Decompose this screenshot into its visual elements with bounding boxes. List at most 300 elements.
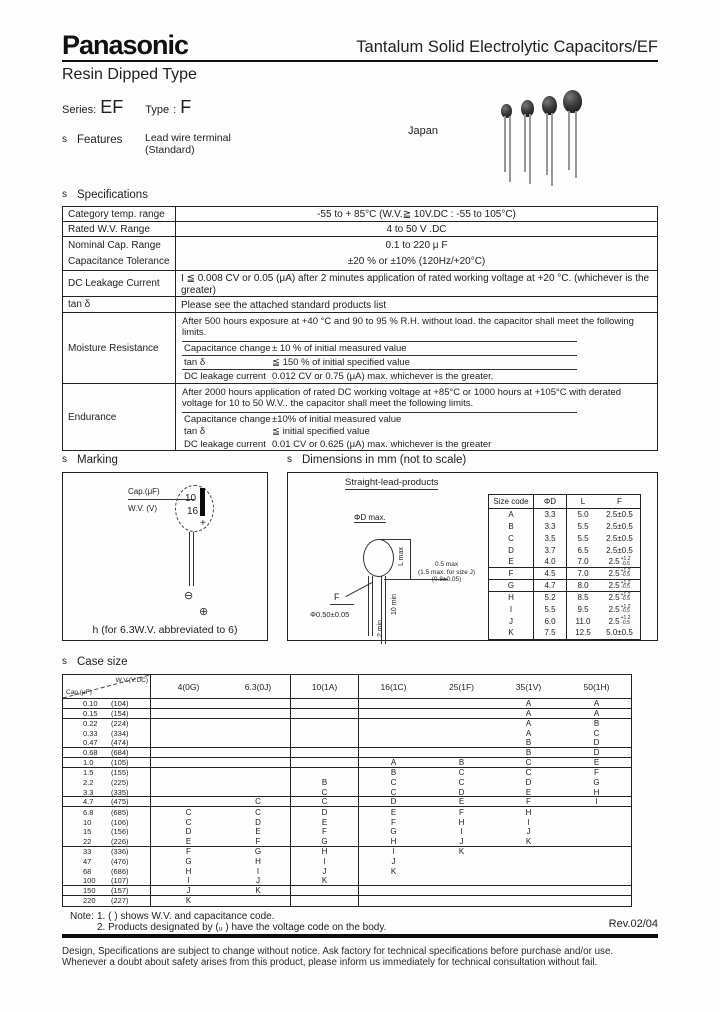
dim-table-cell: I	[489, 603, 534, 615]
spec-label: Nominal Cap. Range	[68, 239, 161, 251]
case-size-cell	[151, 699, 226, 708]
seat-note-line3: (0.8±0.05)	[431, 576, 462, 583]
case-size-cell	[359, 729, 428, 739]
case-size-cell: C	[525, 757, 532, 767]
case-cap-cell	[63, 807, 151, 817]
dim-table-row	[489, 603, 640, 615]
case-table-row	[63, 857, 631, 867]
dim-value: 2.5	[608, 616, 620, 626]
case-size-cell: C	[525, 768, 532, 778]
case-size-cell	[226, 768, 291, 778]
endurance-intro: After 2000 hours application of rated DC working voltage at +85°C or 1000 hours at +105°C with derated voltage for 10 to 50 W.V.. the capacitor shall meet the following limits.	[182, 387, 622, 409]
case-size-cell: H	[226, 857, 291, 867]
capacitor-body-drawing	[363, 539, 394, 577]
spec-subvalue: ±10% of initial measured value	[272, 413, 402, 425]
dim-table-cell: 2.5±0.5	[606, 545, 633, 555]
features-heading-label: Features	[77, 134, 123, 146]
header-divider	[62, 60, 658, 62]
plus-mark: +	[200, 518, 206, 529]
cap-value: 0.10	[83, 698, 98, 708]
spec-value: -55 to + 85°C (W.V.≧ 10V.DC : -55 to 105°C)	[317, 208, 516, 220]
case-size-cell	[495, 886, 562, 895]
case-size-cell	[359, 719, 428, 729]
case-cap-cell	[63, 827, 151, 837]
case-table-row	[63, 778, 631, 788]
case-size-cell: H	[185, 866, 192, 876]
dim-table-row	[489, 592, 640, 604]
country-label: Japan	[408, 125, 438, 137]
marking-heading-label: Marking	[77, 454, 118, 466]
case-size-cell: D	[185, 827, 192, 837]
case-size-cell	[428, 896, 495, 906]
spec-label: Moisture Resistance	[63, 313, 176, 383]
case-size-cell	[428, 748, 495, 757]
section-bullet: s	[62, 454, 67, 465]
cap-code: (155)	[111, 768, 129, 778]
case-cap-cell	[63, 778, 151, 788]
case-table-row	[63, 886, 631, 896]
case-size-cell	[428, 699, 495, 708]
case-size-cell	[151, 738, 226, 747]
case-size-cell: E	[291, 817, 359, 827]
case-table-row	[63, 729, 631, 739]
panasonic-logo: Panasonic	[62, 30, 189, 60]
case-size-cell	[151, 709, 226, 718]
dim-table-cell: 8.5	[577, 592, 589, 602]
case-size-cell	[151, 797, 226, 806]
spec-label: Category temp. range	[63, 207, 176, 221]
case-size-cell: F	[186, 847, 191, 857]
case-cap-cell	[63, 866, 151, 876]
spec-value: ±20 % or ±10% (120Hz/+20°C)	[347, 256, 486, 268]
spec-label: DC Leakage Current	[63, 271, 176, 296]
moisture-intro: After 500 hours exposure at +40 °C and 90 to 95 % R.H. without load. the capacitor shall meet the following limits.	[182, 316, 634, 338]
case-size-cell	[562, 857, 631, 867]
case-size-cell	[226, 719, 291, 729]
series-label: Series:	[62, 104, 97, 116]
case-size-cell: F	[391, 817, 396, 827]
case-size-cell: A	[390, 757, 397, 767]
dim-value: 2.5	[608, 592, 620, 602]
dim-table-cell	[599, 556, 640, 567]
specifications-heading	[62, 189, 148, 201]
lead-tip-label: 2 min	[377, 619, 385, 638]
case-size-cell	[291, 896, 359, 906]
dim-table-cell: 2.5±0.5	[606, 510, 633, 520]
case-size-cell: F	[594, 768, 599, 778]
dim-table-row	[489, 521, 640, 533]
case-size-cell	[562, 837, 631, 846]
case-table-row	[63, 709, 631, 719]
case-table-row	[63, 807, 631, 817]
case-size-cell: K	[525, 836, 532, 846]
case-size-cell	[151, 778, 226, 788]
dim-table-row	[489, 568, 640, 580]
endurance-subtable	[182, 412, 577, 451]
dimension-table-body	[489, 509, 640, 639]
dim-table-cell: D	[489, 544, 534, 556]
note-line1: 1. ( ) shows W.V. and capacitance code.	[97, 911, 275, 922]
dim-table-cell: F	[489, 568, 534, 579]
marking-cap-label: Cap.(μF)	[128, 487, 160, 496]
dim-table-cell: 3.5	[534, 533, 567, 545]
case-size-cell: H	[390, 836, 397, 846]
cap-code: (685)	[111, 807, 129, 817]
type-label: Type	[145, 104, 170, 116]
body-length-label: L max	[397, 547, 405, 566]
case-size-cell	[562, 866, 631, 876]
l-dim-line	[410, 539, 411, 580]
dim-table-cell	[599, 615, 640, 627]
marking-wv-digits: 16	[187, 506, 199, 517]
case-table-column-header: 25(1F)	[448, 681, 475, 692]
spec-label: tan δ	[63, 297, 176, 312]
spec-row-dc-leakage	[63, 271, 657, 297]
dim-table-cell: 5.0	[577, 510, 589, 520]
case-table-column-header: 35(1V)	[515, 681, 542, 692]
case-cap-cell	[63, 758, 151, 767]
case-size-cell	[562, 847, 631, 857]
tolerance-stack	[621, 569, 631, 578]
case-size-cell	[428, 709, 495, 718]
dimension-table-header	[489, 495, 640, 509]
spec-subrow	[182, 425, 577, 438]
case-size-cell: J	[291, 866, 359, 876]
case-table-row	[63, 797, 631, 807]
dimensions-figure	[287, 472, 658, 641]
dim-table-cell: C	[489, 533, 534, 545]
case-size-cell: J	[526, 827, 531, 837]
case-size-cell: C	[458, 768, 465, 778]
dim-table-cell: 7.0	[577, 568, 589, 578]
spec-subrow	[182, 369, 577, 383]
case-size-cell	[226, 738, 291, 747]
cap-value: 100	[83, 876, 96, 886]
seat-note	[418, 561, 475, 584]
case-size-cell: J	[186, 885, 191, 895]
case-size-cell	[359, 699, 428, 708]
dim-table-cell: 4.0	[534, 556, 567, 567]
spec-label-group	[63, 237, 176, 270]
spec-subvalue: 0.01 CV or 0.625 (μA) max. whichever is the greater	[272, 439, 492, 450]
dim-table-cell: 4.7	[534, 580, 567, 591]
dimensions-heading	[287, 454, 466, 466]
case-size-cell: K	[390, 866, 397, 876]
case-size-cell	[226, 778, 291, 788]
spec-subrow	[182, 341, 577, 355]
case-table-column-header: 4(0G)	[177, 681, 200, 692]
marking-wv-label: W.V. (V)	[128, 504, 158, 513]
dim-table-header-cell: Size code	[489, 495, 534, 508]
footer-disclaimer-line2: Whenever a doubt about safety arises from this product, please inform us immediately for technical consultation without fail.	[62, 957, 598, 968]
note-label: Note:	[70, 911, 94, 922]
spec-label: Capacitance Tolerance	[68, 256, 170, 268]
cap-value: 22	[83, 836, 92, 846]
case-size-cell: D	[525, 778, 532, 788]
lead-diameter-label: Φ0.50±0.05	[310, 610, 350, 619]
dim-table-row	[489, 544, 640, 556]
spec-subvalue: ± 10 % of initial measured value	[272, 343, 407, 354]
case-size-cell: I	[527, 817, 530, 827]
dim-table-cell: B	[489, 521, 534, 533]
dim-table-cell: 3.7	[534, 544, 567, 556]
cap-code: (154)	[111, 708, 129, 718]
case-size-cell	[562, 807, 631, 817]
lead-left	[368, 576, 373, 636]
spec-value: 4 to 50 V .DC	[386, 223, 447, 235]
tolerance-lower: -0.5	[621, 620, 630, 627]
case-size-cell	[226, 896, 291, 906]
case-size-cell	[226, 758, 291, 767]
cap-code: (156)	[111, 827, 129, 837]
tolerance-upper: +1.2	[620, 591, 631, 598]
dim-table-cell: 7.0	[577, 557, 589, 567]
case-cap-cell	[63, 817, 151, 827]
case-size-cell	[226, 788, 291, 797]
section-bullet: s	[62, 189, 67, 200]
case-size-cell	[428, 866, 495, 876]
case-size-cell	[151, 788, 226, 797]
specifications-heading-label: Specifications	[77, 189, 148, 201]
case-size-cell: K	[185, 896, 192, 906]
case-size-cell: A	[525, 698, 532, 708]
cap-value: 15	[83, 827, 92, 837]
dim-table-cell: 2.5±0.5	[606, 522, 633, 532]
case-size-cell	[226, 709, 291, 718]
case-size-cell	[151, 748, 226, 757]
case-cap-cell	[63, 738, 151, 747]
dim-table-row	[489, 533, 640, 545]
dim-table-cell: 7.5	[534, 627, 567, 639]
case-table-row	[63, 876, 631, 886]
cap-value: 0.47	[83, 738, 98, 748]
case-cap-cell	[63, 837, 151, 846]
case-cap-cell	[63, 709, 151, 718]
case-size-cell: J	[226, 876, 291, 885]
cap-value: 33	[83, 847, 92, 857]
case-size-cell	[428, 886, 495, 895]
case-cap-cell	[63, 699, 151, 708]
dim-table-cell: 5.0±0.5	[606, 628, 633, 638]
dim-table-cell	[599, 603, 640, 615]
dim-table-cell	[599, 580, 640, 591]
case-size-cell: D	[593, 738, 600, 748]
product-type-title: Resin Dipped Type	[62, 66, 197, 83]
tolerance-stack	[621, 616, 631, 625]
case-cap-cell	[63, 876, 151, 885]
case-size-cell: G	[291, 837, 359, 846]
case-size-cell: J	[391, 856, 396, 866]
case-cap-cell	[63, 797, 151, 806]
dim-value: 2.5	[608, 557, 620, 567]
dim-table-cell: 6.5	[577, 545, 589, 555]
case-size-cell: F	[226, 837, 291, 846]
tolerance-lower: -0.5	[621, 596, 630, 603]
spec-row-rated-wv	[63, 222, 657, 237]
cap-code: (336)	[111, 847, 129, 857]
series-value: EF	[100, 97, 124, 117]
cap-code: (335)	[111, 787, 129, 797]
spec-subvalue: 0.012 CV or 0.75 (μA) max. whichever is the greater.	[272, 371, 494, 382]
case-size-cell: H	[291, 847, 359, 857]
marking-figure	[62, 472, 268, 641]
case-size-cell: E	[525, 787, 532, 797]
case-size-cell: I	[460, 827, 463, 837]
case-size-cell: H	[593, 787, 600, 797]
footer-disclaimer-line1: Design, Specifications are subject to change without notice. Ask factory for technical specifications before purchase and/or use.	[62, 946, 614, 957]
case-size-cell: C	[226, 797, 291, 806]
cap-code: (106)	[111, 817, 129, 827]
tolerance-lower: -0.5	[621, 608, 630, 615]
cap-code: (476)	[111, 856, 129, 866]
case-table-row	[63, 758, 631, 768]
case-size-cell: A	[525, 728, 532, 738]
case-size-cell	[495, 847, 562, 857]
dim-table-cell: 6.0	[534, 615, 567, 627]
spec-label: Endurance	[63, 384, 176, 450]
tolerance-upper: +1.2	[620, 555, 631, 562]
spec-sublabel: DC leakage current	[184, 439, 266, 450]
dim-table-cell	[599, 568, 640, 579]
section-bullet: s	[287, 454, 292, 465]
case-cap-cell	[63, 847, 151, 857]
case-table-column-header: 10(1A)	[291, 675, 359, 698]
case-cap-cell	[63, 719, 151, 729]
case-table-corner-cell	[63, 675, 151, 698]
case-size-cell	[359, 896, 428, 906]
case-table-row	[63, 866, 631, 876]
case-size-cell	[562, 827, 631, 837]
spec-row-tan-delta	[63, 297, 657, 313]
dim-table-cell: 5.5	[534, 603, 567, 615]
case-size-cell: B	[525, 738, 532, 748]
dim-table-cell: H	[489, 592, 534, 604]
case-table-column-header: 16(1C)	[380, 681, 407, 692]
cap-code: (684)	[111, 748, 129, 758]
case-size-cell: C	[593, 728, 600, 738]
spec-sublabel: Capacitance change	[184, 413, 271, 425]
type-value: F	[180, 97, 192, 117]
case-size-cell: D	[458, 787, 465, 797]
cap-value: 220	[83, 896, 96, 906]
case-size-cell	[226, 699, 291, 708]
tolerance-stack	[621, 581, 631, 590]
case-size-cell: F	[291, 827, 359, 837]
case-size-cell	[428, 738, 495, 747]
dim-tick	[379, 539, 411, 540]
cap-code: (686)	[111, 866, 129, 876]
case-size-cell	[562, 886, 631, 895]
section-bullet: s	[62, 656, 67, 667]
tolerance-stack	[621, 593, 631, 602]
tolerance-stack	[621, 605, 631, 614]
case-size-cell: E	[390, 807, 397, 817]
case-cap-cell	[63, 896, 151, 906]
case-size-cell: E	[593, 757, 600, 767]
cap-value: 68	[83, 866, 92, 876]
case-table-column-header: 6.3(0J)	[226, 675, 291, 698]
case-table-row	[63, 768, 631, 778]
case-size-cell: I	[291, 857, 359, 867]
tolerance-upper: +1.2	[620, 615, 631, 622]
note-line2: 2. Products designated by (ᵤ ) have the voltage code on the body.	[97, 922, 387, 933]
dim-table-cell: E	[489, 556, 534, 567]
case-table-row	[63, 699, 631, 709]
spec-value-group	[176, 237, 657, 270]
cap-code: (224)	[111, 719, 129, 729]
case-size-cell: D	[226, 817, 291, 827]
case-size-cell	[562, 817, 631, 827]
lead-length-label: 10 min	[391, 593, 399, 616]
dimension-table	[488, 494, 641, 640]
dimensions-heading-label: Dimensions in mm (not to scale)	[302, 454, 467, 466]
spec-row-moisture	[63, 313, 657, 384]
case-size-cell	[428, 719, 495, 729]
specifications-table	[62, 206, 658, 451]
case-size-cell	[291, 729, 359, 739]
case-size-heading-label: Case size	[77, 656, 128, 668]
case-size-cell: C	[185, 817, 192, 827]
dim-value: 2.5	[608, 580, 620, 590]
case-size-cell	[226, 748, 291, 757]
case-size-cell: K	[291, 876, 359, 885]
cap-value: 1.5	[83, 768, 94, 778]
case-size-heading	[62, 656, 128, 668]
case-size-table	[62, 674, 632, 907]
case-table-row	[63, 847, 631, 857]
spec-value: Please see the attached standard products list	[181, 300, 387, 311]
case-size-cell	[359, 709, 428, 718]
case-size-cell	[428, 857, 495, 867]
case-table-row	[63, 719, 631, 729]
case-size-cell: F	[459, 807, 464, 817]
spec-value: I ≦ 0.008 CV or 0.05 (μA) after 2 minutes application of rated working voltage at +20 °C. (whichever is the greater)	[181, 273, 650, 296]
tolerance-lower: -0.5	[621, 560, 630, 567]
dim-table-cell: K	[489, 627, 534, 639]
case-size-cell: E	[226, 827, 291, 837]
case-size-cell	[359, 738, 428, 747]
case-size-cell: H	[458, 817, 465, 827]
case-size-cell: D	[291, 807, 359, 817]
feature-line2: (Standard)	[145, 144, 195, 156]
cap-code: (104)	[111, 698, 129, 708]
feature-item	[145, 132, 231, 156]
tolerance-upper: +1.2	[620, 567, 631, 574]
spec-subrow	[182, 355, 577, 369]
dim-table-cell: J	[489, 615, 534, 627]
revision-label: Rev.02/04	[608, 918, 658, 930]
dim-value: 2.5	[608, 568, 620, 578]
case-table-row	[63, 827, 631, 837]
case-size-cell: C	[185, 807, 192, 817]
case-size-cell: B	[593, 719, 600, 729]
case-size-cell: E	[458, 797, 465, 807]
case-size-cell: C	[390, 787, 397, 797]
section-bullet: s	[62, 134, 67, 145]
cap-code: (226)	[111, 836, 129, 846]
spec-subrow	[182, 412, 577, 425]
case-size-cell: A	[525, 708, 532, 718]
case-size-cell	[359, 748, 428, 757]
case-size-cell: G	[185, 856, 192, 866]
case-table-header	[63, 675, 631, 699]
spec-row-endurance	[63, 384, 657, 450]
dim-table-cell: 5.5	[577, 522, 589, 532]
case-size-cell	[291, 768, 359, 778]
case-size-cell: I	[187, 876, 190, 886]
case-size-cell: A	[593, 698, 600, 708]
dim-table-cell: 2.5±0.5	[606, 533, 633, 543]
